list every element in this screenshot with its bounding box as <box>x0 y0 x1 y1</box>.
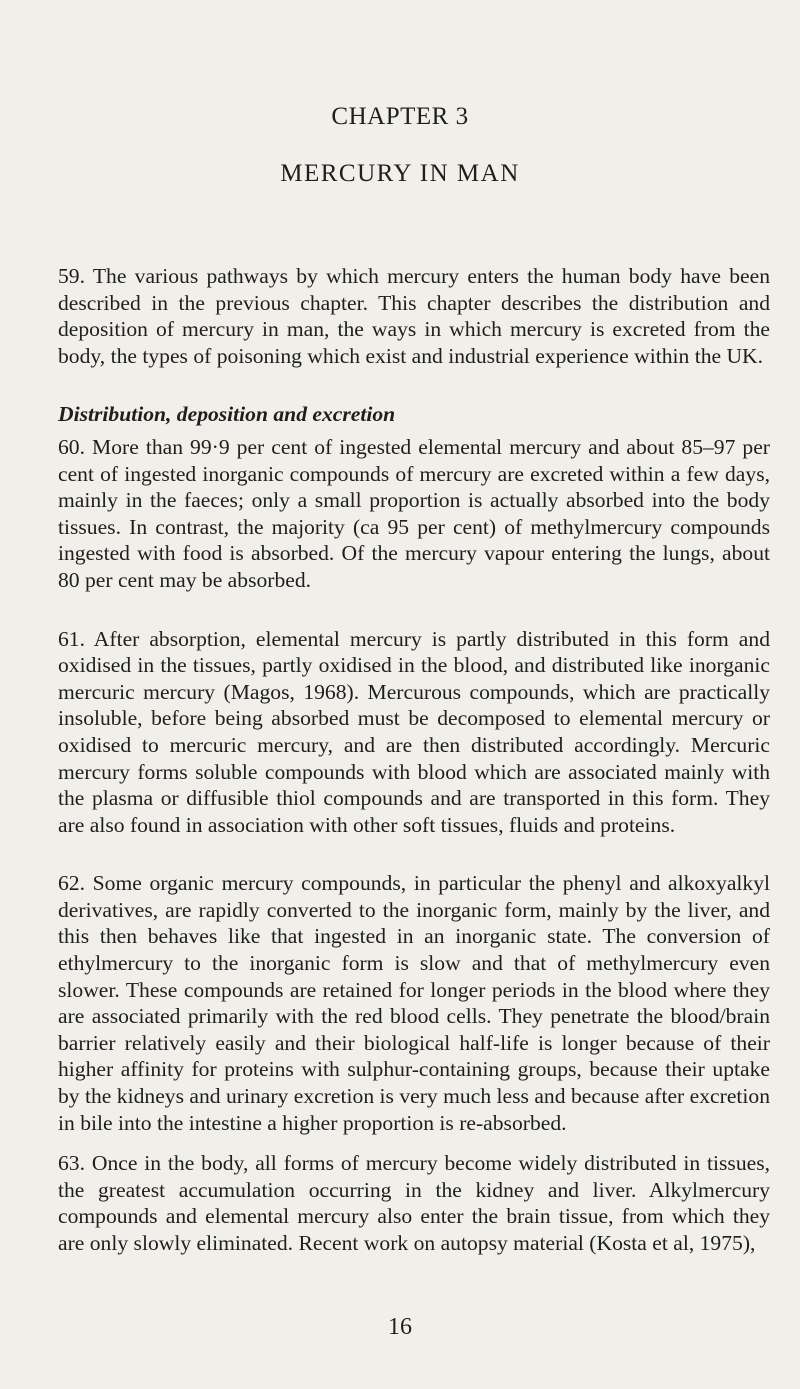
page-number: 16 <box>388 1314 412 1340</box>
paragraph-60: 60. More than 99·9 per cent of ingested elemental mercury and about 85–97 per cent of ingested inorganic compounds of mercury are excreted within a few days, mainly in the faeces; only a small proportion is actually absorbed into the body tissues. In contrast, the majority (ca 95 per cent) of methylmercury compounds ingested with food is absorbed. Of the mercury vapour entering the lungs, about 80 per cent may be absorbed. <box>58 434 770 592</box>
document-body <box>58 263 770 1257</box>
paragraph-61: 61. After absorption, elemental mercury is partly distributed in this form and oxidised in the tissues, partly oxidised in the blood, and distributed like inorganic mercuric mercury (Magos, 1968). Mercurous compounds, which are practically insoluble, before being absorbed must be decomposed to elemental mercury or oxidised to mercuric mercury, and are then distributed accordingly. Mercuric mercury forms soluble compounds with blood which are associated mainly with the plasma or diffusible thiol compounds and are transported in this form. They are also found in association with other soft tissues, fluids and proteins. <box>58 626 770 837</box>
section-heading: Distribution, deposition and excretion <box>58 402 396 427</box>
chapter-label: CHAPTER 3 <box>331 103 469 130</box>
paragraph-59: 59. The various pathways by which mercury enters the human body have been described in the previous chapter. This chapter describes the distribution and deposition of mercury in man, the ways in which mercury is excreted from the body, the types of poisoning which exist and industrial experience within the UK. <box>58 264 770 368</box>
paragraph-63: 63. Once in the body, all forms of mercury become widely distributed in tissues, the greatest accumulation occurring in the kidney and liver. Alkylmercury compounds and elemental mercury also enter the brain tissue, from which they are only slowly eliminated. Recent work on autopsy material (Kosta et al, 1975), <box>58 1151 770 1255</box>
paragraph-62: 62. Some organic mercury compounds, in particular the phenyl and alkoxyalkyl derivatives, are rapidly converted to the inorganic form, mainly by the liver, and this then behaves like that ingested in an inorganic state. The conversion of ethylmercury to the inorganic form is slow and that of methylmercury even slower. These compounds are retained for longer periods in the blood where they are associated primarily with the red blood cells. They penetrate the blood/brain barrier relatively easily and their biological half-life is longer because of their higher affinity for proteins with sulphur-containing groups, because their uptake by the kidneys and urinary excretion is very much less and because after excretion in bile into the intestine a higher proportion is re-absorbed. <box>58 871 770 1135</box>
chapter-title: MERCURY IN MAN <box>280 160 520 187</box>
